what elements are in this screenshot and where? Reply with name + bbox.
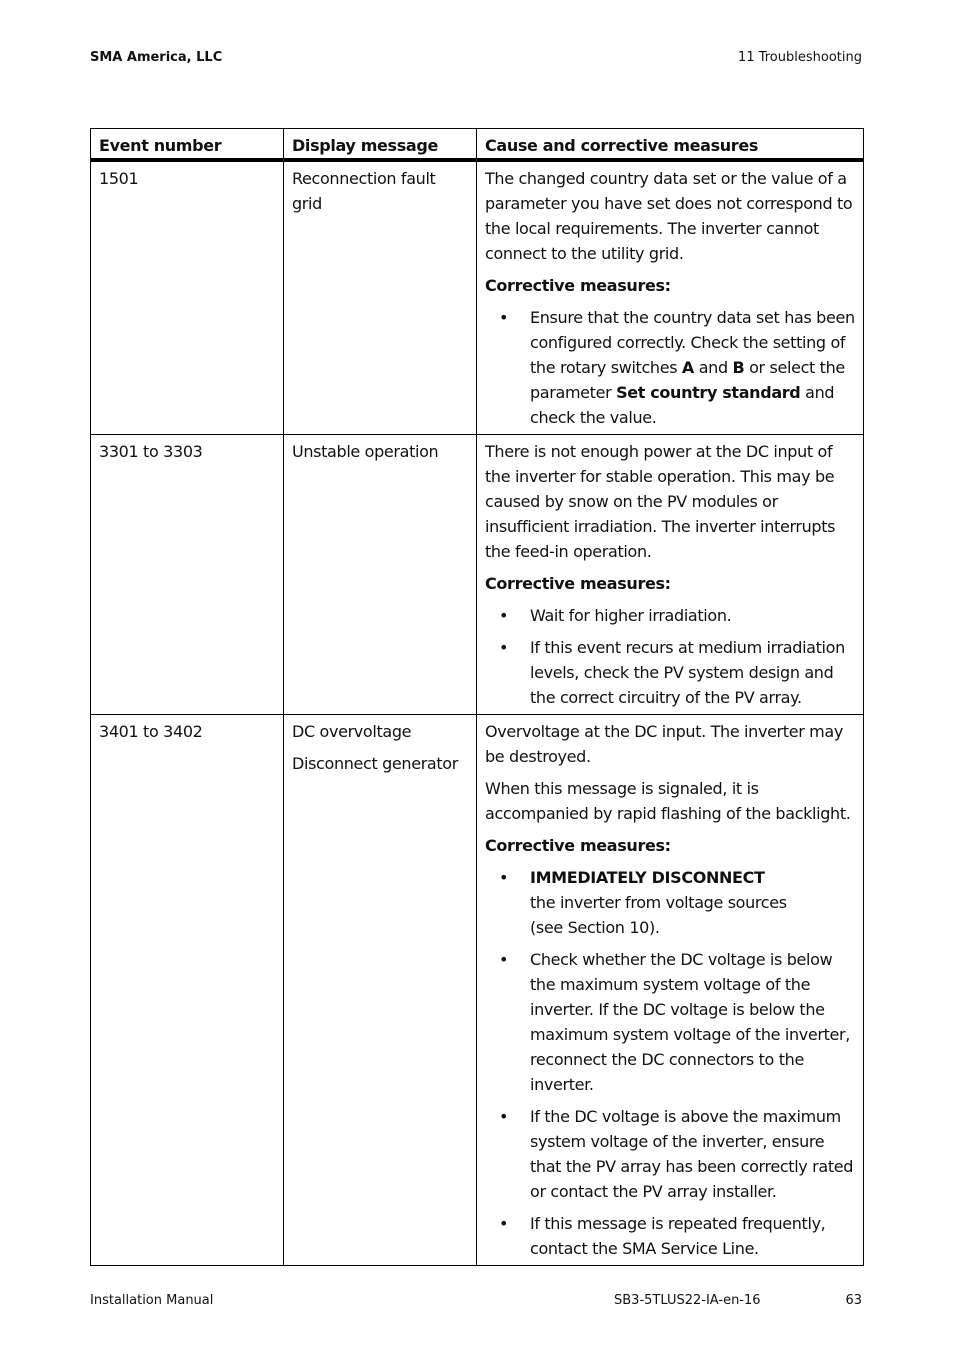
bullet-icon: • [499,606,509,625]
table-row [91,160,864,435]
measure-keyword: B [732,358,745,377]
corrective-measures-label: Corrective measures: [485,276,671,295]
measure-keyword: Set country standard [616,383,801,402]
cause-text: There is not enough power at the DC input of the inverter for stable operation. This may be caused by snow on the PV modules or insufficient irradiation. The inverter interrupts the feed-in operation. [485,442,836,561]
cause-cell [477,435,864,715]
header-company: SMA America, LLC [90,50,223,65]
col-header-event-number: Event number [91,129,284,161]
col-header-cause: Cause and corrective measures [477,129,864,161]
bullet-icon: • [499,950,509,969]
table-header-row [91,129,864,161]
bullet-icon: • [499,868,509,887]
list-item [485,603,855,628]
corrective-measures-label: Corrective measures: [485,574,671,593]
measure-text: If this event recurs at medium irradiation levels, check the PV system design and the correct circuitry of the PV array. [530,638,845,707]
bullet-icon: • [499,1107,509,1126]
display-message: Unstable operation [292,442,439,461]
list-item [485,947,855,1097]
measure-text-part: and check the value. [530,383,835,427]
footer-doc-code: SB3-5TLUS22-IA-en-16 [614,1293,761,1308]
measures-list [485,603,855,710]
measure-text-part: Ensure that the country data set has been configured correctly. Check the setting of the rotary switches [530,308,855,377]
measure-text: (see Section 10). [530,918,660,937]
cause-cell [477,715,864,1266]
measure-text: If the DC voltage is above the maximum system voltage of the inverter, ensure that the PV array has been correctly rated or contact the PV array installer. [530,1107,854,1201]
bullet-icon: • [499,1214,509,1233]
list-item [485,305,855,430]
event-number-cell: 3401 to 3402 [91,715,284,1266]
measure-text: Check whether the DC voltage is below the maximum system voltage of the inverter. If the DC voltage is below the maximum system voltage of the inverter, reconnect the DC connectors to the inverter. [530,950,850,1094]
bullet-icon: • [499,638,509,657]
cause-cell [477,160,864,435]
display-message: Reconnection fault grid [292,169,436,213]
measure-text: the inverter from voltage sources [530,893,787,912]
footer-doc-type: Installation Manual [90,1293,214,1308]
table-row [91,715,864,1266]
page-number: 63 [845,1293,862,1308]
col-header-display-message: Display message [284,129,477,161]
troubleshooting-table [90,128,864,1266]
display-message-cell [284,435,477,715]
list-item [485,865,855,940]
measure-keyword: A [681,358,694,377]
measure-keyword: IMMEDIATELY DISCONNECT [530,868,765,887]
cause-text: The changed country data set or the value of a parameter you have set does not correspond to the local requirements. The inverter cannot connect to the utility grid. [485,169,853,263]
list-item [485,1104,855,1204]
table-row [91,435,864,715]
display-message: Disconnect generator [292,754,458,773]
display-message-cell [284,715,477,1266]
display-message-cell [284,160,477,435]
header-section: 11 Troubleshooting [738,50,862,65]
measure-text-part: or select the parameter [530,358,845,402]
measures-list [485,305,855,430]
display-message: DC overvoltage [292,722,412,741]
corrective-measures-label: Corrective measures: [485,836,671,855]
list-item [485,635,855,710]
measure-text: Wait for higher irradiation. [530,606,732,625]
measure-text: If this message is repeated frequently, contact the SMA Service Line. [530,1214,826,1258]
cause-text: When this message is signaled, it is accompanied by rapid flashing of the backlight. [485,779,851,823]
bullet-icon: • [499,308,509,327]
measures-list [485,865,855,1261]
event-number-cell: 3301 to 3303 [91,435,284,715]
list-item [485,1211,855,1261]
cause-text: Overvoltage at the DC input. The inverter may be destroyed. [485,722,843,766]
event-number-cell: 1501 [91,160,284,435]
measure-text-part: and [693,358,733,377]
